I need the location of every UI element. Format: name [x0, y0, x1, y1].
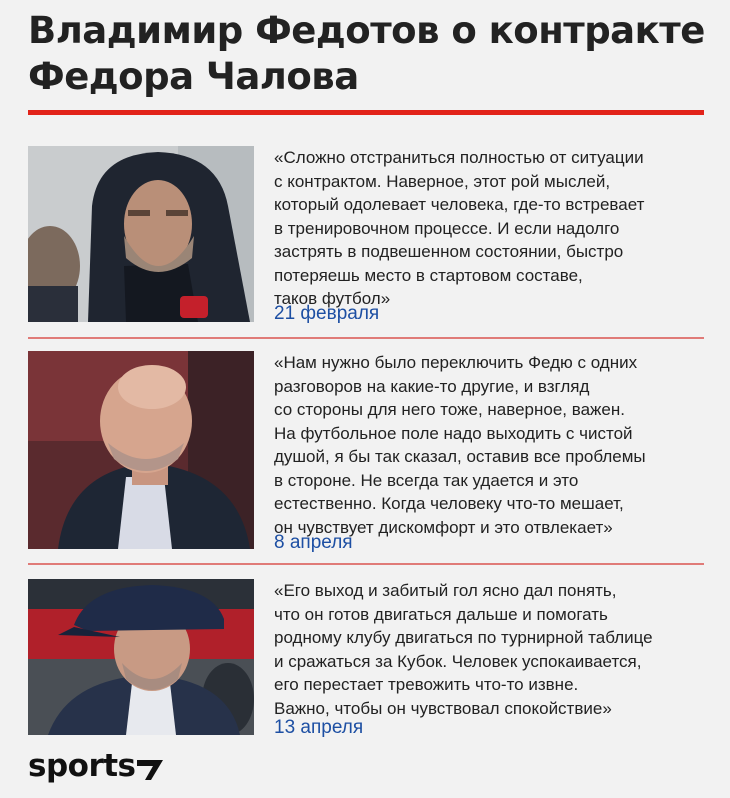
separator-line [28, 337, 704, 339]
quote-text-3: «Его выход и забитый гол ясно дал понять, что он готов двигаться дальше и помогать родному клубу двигаться по турнирной таблице и сражаться за Кубок. Человек успокаивается, его перестает тревожить что-то извне. Важно, чтобы он чувствовал спокойствие» [274, 581, 653, 718]
quote-text-2: «Нам нужно было переключить Федю с одних разговоров на какие-то другие, и взгляд со стороны для него тоже, наверное, важен. На футбольное поле надо выходить с чистой душой, я бы так сказал, оставив все проблемы в стороне. Не всегда так удается и это естественно. Когда человеку что-то мешает, он чувствует дискомфорт и это отвлекает» [274, 353, 646, 537]
quote-entry-1 [28, 146, 704, 322]
coach-in-cap-photo [28, 579, 254, 735]
quote-entry-3 [28, 579, 704, 738]
quote-date-1: 21 февраля [274, 303, 380, 324]
coach-in-hood-photo [28, 146, 254, 322]
quote-entry-2 [28, 351, 704, 553]
page-title: Владимир Федотов о контракте Федора Чалова [28, 9, 705, 98]
quote-date-3: 13 апреля [274, 717, 364, 738]
coach-in-suit-photo [28, 351, 254, 549]
separator-line [28, 563, 704, 565]
quote-date-2: 8 апреля [274, 532, 353, 553]
quote-text-1: «Сложно отстраниться полностью от ситуации с контрактом. Наверное, этот рой мыслей, который одолевает человека, где-то встревает в тренировочном процессе. И если надолго застрять в подвешенном состоянии, быстро потеряешь место в стартовом составе, таков футбол» [274, 148, 645, 308]
sports-logo: sports [28, 748, 136, 784]
sports-logo-mark-icon [135, 758, 165, 782]
title-underline [28, 110, 704, 115]
